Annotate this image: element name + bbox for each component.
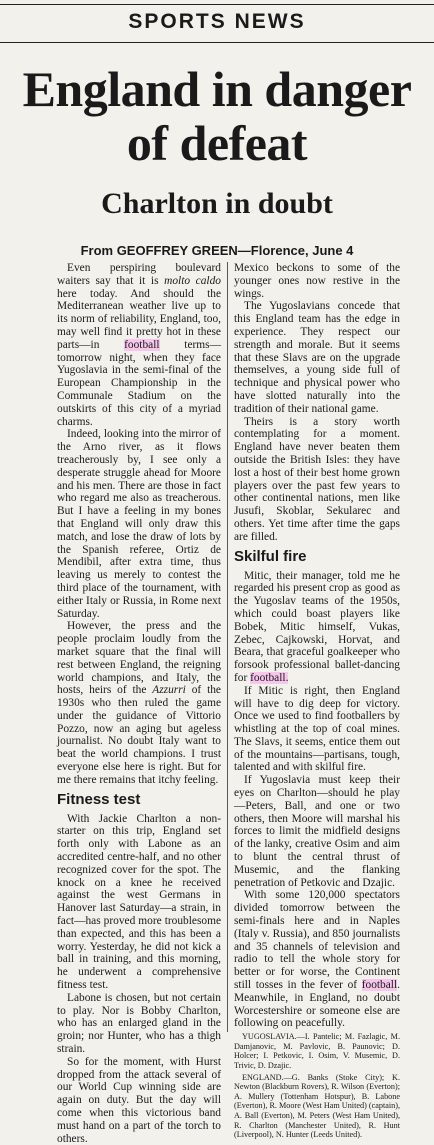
paragraph: With Jackie Charlton a non-starter on this trip, England set forth only with Labone as an accredited centre-half, and no other recognized cover for the spot. The knock on a knee he received against the west Germans in Hanover last Saturday—a strain, in fact—has proved more troublesome than expected, and this has been a worry. Yesterday, he did not kick a ball in training, and this morning, he underwent a comprehensive fitness test.	[57, 812, 221, 992]
highlighted-word: football	[124, 338, 160, 351]
highlighted-word: football.	[250, 671, 289, 684]
section-subheading: Skilful fire	[234, 547, 307, 565]
paragraph: Mexico beckons to some of the younger ones now restive in the wings.	[234, 262, 400, 300]
subheadline: Charlton in doubt	[101, 187, 333, 220]
article-column-left	[57, 262, 221, 1145]
headline: England in danger of defeat	[22, 61, 412, 171]
paragraph: Even perspiring boulevard waiters say that it is molto caldo here today. And should the Mediterranean weather live up to its norm of reliability, England, too, may well find it pretty hot in these parts—in football terms—tomorrow night, when they face Yugoslavia in the semi-final of the European Championship in the Communale Stadium on the outskirts of this city of a myriad charms.	[57, 262, 221, 428]
paragraph: Mitic, their manager, told me he regarded his present crop as good as the Yugoslav teams of the 1950s, which could boast players like Bobek, Mitic himself, Vukas, Zebec, Cajkowski, Horvat, and Beara, that graceful goalkeeper who forsook professional ballet-dancing for football.	[234, 569, 400, 684]
team-lineup-yugoslavia: YUGOSLAVIA.—I. Pantelic; M. Fazlagic, M. Damjanovic, M. Pavlovic, B. Paunovic; D. Holcer; I. Petkovic, I. Osim, V. Musemic, D. Trivic, D. Dzajic.	[234, 1032, 400, 1070]
paragraph: If Mitic is right, then England will have to dig deep for victory. Once we used to find footballers by whistling at the top of coal mines. The Slavs, it seems, entice them out of the mountains—partisans, tough, talented and with skilful fire.	[234, 684, 400, 774]
article-column-right	[234, 262, 400, 1140]
paragraph: So for the moment, with Hurst dropped from the attack several of our World Cup winning side are again on duty. But the day will come when this victorious band must hand on a part of the torch to others.	[57, 1055, 221, 1145]
top-rule	[0, 4, 434, 5]
highlighted-word: football	[361, 979, 398, 992]
paragraph: If Yugoslavia must keep their eyes on Charlton—should he play—Peters, Ball, and one or two others, then Moore will marshal his forces to limit the midfield designs of the lanky, creative Osim and aim to blunt the central thrust of Musemic, and the flanking penetration of Petkovic and Dzajic.	[234, 774, 400, 889]
paragraph: However, the press and the people proclaim loudly from the market square that the final will rest between England, the reigning world champions, and Italy, the hosts, heirs of the Azzurri of the 1930s who then ruled the game under the guidance of Vittorio Pozzo, now an aging but ageless journalist. No doubt Italy want to beat the world champions. I trust everyone else here is right. But for me there remains that itchy feeling.	[57, 620, 221, 786]
column-divider	[227, 262, 228, 1032]
kicker-rule	[0, 42, 434, 43]
paragraph: Indeed, looking into the mirror of the Arno river, as it flows treacherously by, I see only a desperate struggle ahead for Moore and his men. There are those in fact who regard me also as treacherous. But I have a feeling in my bones that England will only draw this match, and lose the draw of lots by the Spanish referee, Ortiz de Mendibil, after extra time, thus leaving us merely to contest the third place of the tournament, with either Italy or Russia, in Rome next Saturday.	[57, 428, 221, 620]
section-subheading: Fitness test	[57, 790, 141, 808]
section-kicker: SPORTS NEWS	[128, 10, 306, 33]
paragraph: The Yugoslavians concede that this England team has the edge in experience. They respect our strength and morale. But it seems that these Slavs are on the upgrade themselves, a young side full of technique and physical power who have slotted naturally into the tradition of their national game.	[234, 300, 400, 415]
paragraph: Theirs is a story worth contemplating for a moment. England have never beaten them outside the British Isles: they have lost a host of their best home grown players over the past few years to other continental nations, men like Jusufi, Skoblar, Sekularec and others. Yet time after time the gaps are filled.	[234, 415, 400, 543]
byline: From GEOFFREY GREEN—Florence, June 4	[80, 243, 354, 258]
paragraph: With some 120,000 spectators divided tomorrow between the semi-finals here and in Naples (Italy v. Russia), and 850 journalists and 35 channels of television and radio to tell the whole story for better or for worse, the Continent still tosses in the fever of football. Meanwhile, in England, no doubt Worcestershire or someone else are following on peacefully.	[234, 889, 400, 1030]
paragraph: Labone is chosen, but not certain to play. Nor is Bobby Charlton, who has an enlarged gland in the groin; nor Hunter, who has a thigh strain.	[57, 991, 221, 1056]
team-lineup-england: ENGLAND.—G. Banks (Stoke City); K. Newton (Blackburn Rovers), R. Wilson (Everton); A. Mullery (Tottenham Hotspur), B. Labone (Everton), R. Moore (West Ham United) (captain), A. Ball (Everton), M. Peters (West Ham United), R. Charlton (Manchester United), R. Hunt (Liverpool), N. Hunter (Leeds United).	[234, 1072, 400, 1140]
